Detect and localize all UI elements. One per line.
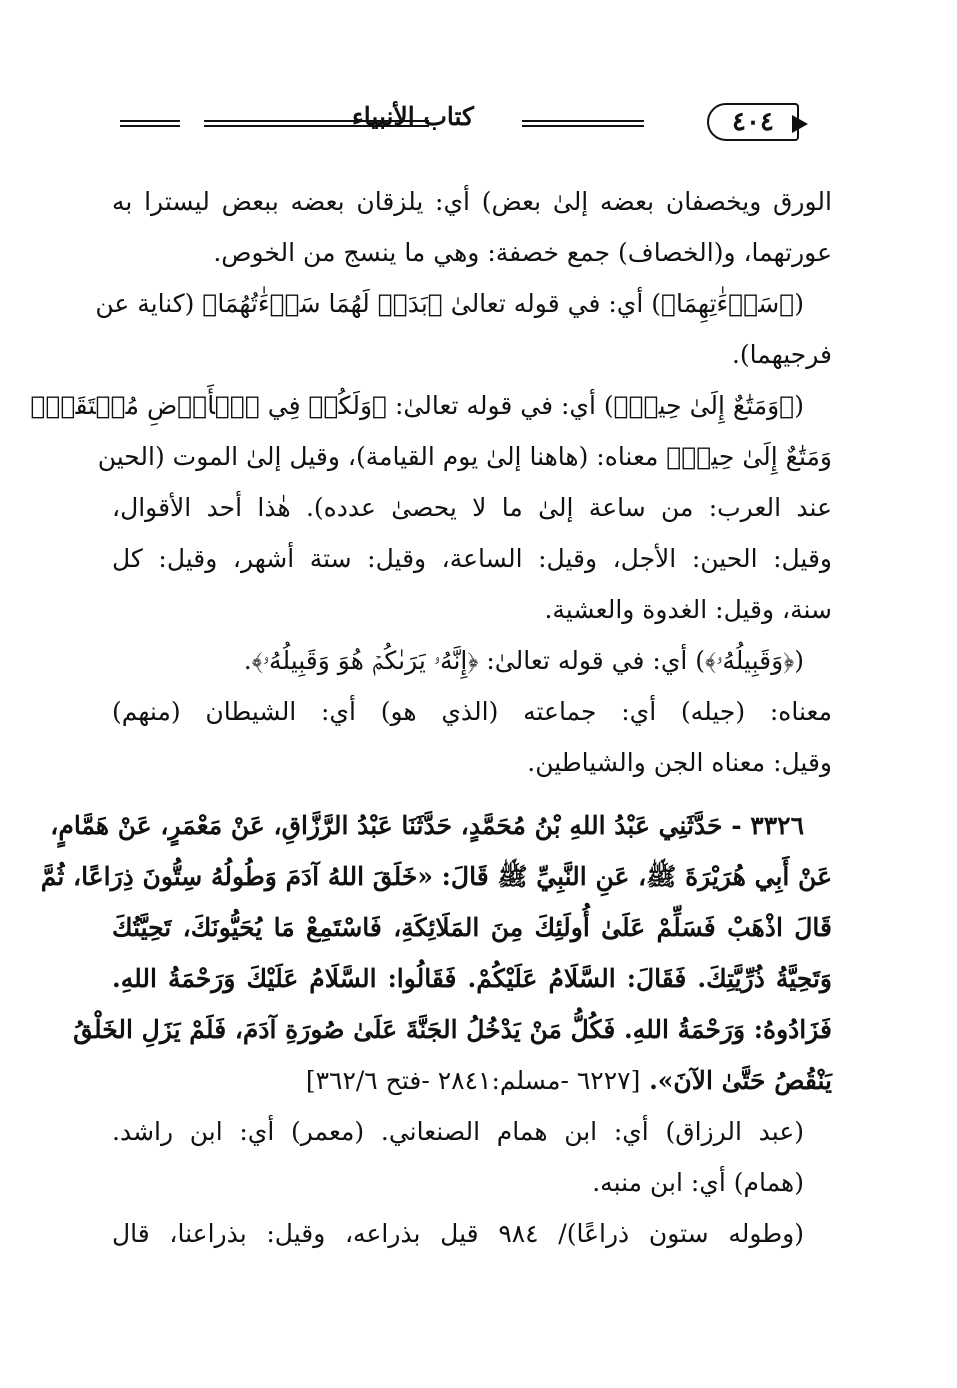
header-rule-right (522, 120, 644, 127)
text-line: وقيل: معناه الجن والشياطين. (527, 748, 832, 777)
text-line: سنة، وقيل: الغدوة والعشية. (544, 595, 832, 624)
text-line: (عبد الرزاق) أي: ابن همام الصنعاني. (معمر) أي: ابن راشد. (112, 1117, 804, 1146)
paragraph (112, 1208, 832, 1259)
paragraph (112, 1106, 832, 1208)
page-number-ornament (792, 115, 808, 133)
text-line: (﴿وَمَتَٰعٌ إِلَىٰ حِينٖ﴾) أي: في قوله تعالىٰ: ﴿وَلَكُمۡ فِي ٱلۡأَرۡضِ مُسۡتَقَرّٞ (30, 391, 804, 420)
text-line: (همام) أي: ابن منبه. (592, 1168, 804, 1197)
text-line: وقيل: الحين: الأجل، وقيل: الساعة، وقيل: ستة أشهر، وقيل: كل (112, 544, 832, 573)
paragraph (95, 278, 832, 380)
hadith-line: قَالَ اذْهَبْ فَسَلِّمْ عَلَىٰ أُولَئِكَ مِنَ المَلَائِكَةِ، فَاسْتَمِعْ مَا يُحَيُّونَكَ، تَحِيَّتُكَ (112, 913, 832, 942)
text-line: (وطوله ستون ذراعًا)/ ٩٨٤ قيل بذراعه، وقيل: بذراعنا، قال (112, 1219, 804, 1248)
page-number: ٤٠٤ (707, 103, 799, 141)
text-line: (﴿وَقَبِيلُهُۥ﴾) أي: في قوله تعالىٰ: ﴿إِنَّهُۥ يَرَىٰكُمۡ هُوَ وَقَبِيلُهُۥ﴾. (243, 646, 804, 675)
text-line: الورق ويخصفان بعضه إلىٰ بعض) أي: يلزقان بعضه ببعض ليسترا به (112, 187, 832, 216)
narrator-notes (112, 1106, 832, 1259)
paragraph (112, 176, 832, 278)
book-title: كتاب الأنبياء (352, 102, 474, 131)
hadith-reference: [٦٢٢٧ -مسلم:٢٨٤١ -فتح ٣٦٢/٦] (305, 1066, 641, 1095)
header-rule-left (120, 120, 180, 127)
text-line: وَمَتَٰعٌ إِلَىٰ حِينٖ﴾ معناه: (هاهنا إلىٰ يوم القيامة)، وقيل إلىٰ الموت (الحين (97, 442, 832, 471)
page-body (30, 176, 832, 1259)
text-line: فرجيهما). (731, 340, 832, 369)
page-header (108, 100, 830, 146)
text-line: عند العرب: من ساعة إلىٰ ما لا يحصىٰ عدده). هٰذا أحد الأقوال، (112, 493, 832, 522)
hadith-text (40, 800, 832, 1106)
paragraph (112, 635, 832, 686)
header-rule-middle (204, 120, 429, 127)
hadith-line: فَزَادُوهُ: وَرَحْمَةُ اللهِ. فَكُلُّ مَنْ يَدْخُلُ الجَنَّةَ عَلَىٰ صُورَةِ آدَمَ، فَلَمْ يَزَلِ الخَلْقُ (73, 1015, 832, 1044)
hadith-line: يَنْقُصُ حَتَّىٰ الآنَ». (649, 1066, 832, 1095)
hadith-line: ٣٣٢٦ - حَدَّثَنِي عَبْدُ اللهِ بْنُ مُحَمَّدٍ، حَدَّثَنَا عَبْدُ الرَّزَّاقِ، عَنْ مَعْمَرٍ، عَنْ هَمَّامٍ، (50, 811, 804, 840)
paragraph (30, 380, 832, 635)
hadith-line: وَتَحِيَّةُ ذُرِّيَّتِكَ. فَقَالَ: السَّلَامُ عَلَيْكُمْ. فَقَالُوا: السَّلَامُ عَلَيْكَ وَرَحْمَةُ اللهِ. (112, 964, 832, 993)
commentary-section (30, 176, 832, 788)
text-line: عورتهما، و(الخصاف) جمع خصفة: وهي ما ينسج من الخوص. (213, 238, 832, 267)
text-line: (﴿سَوۡءَٰتِهِمَا﴾) أي: في قوله تعالىٰ ﴿بَدَتۡ لَهُمَا سَوۡءَٰتُهُمَا﴾ (كناية عن (95, 289, 804, 318)
text-line: معناه: (جيله) أي: جماعته (الذي هو) أي: الشيطان (منهم) (112, 697, 832, 726)
hadith-line-last (112, 1055, 832, 1106)
hadith-line: عَنْ أَبِي هُرَيْرَةَ ﷺ، عَنِ النَّبِيِّ ﷺ قَالَ: «خَلَقَ اللهُ آدَمَ وَطُولُهُ سِتُّونَ ذِرَاعًا، ثُمَّ (40, 862, 832, 891)
paragraph (112, 686, 832, 788)
